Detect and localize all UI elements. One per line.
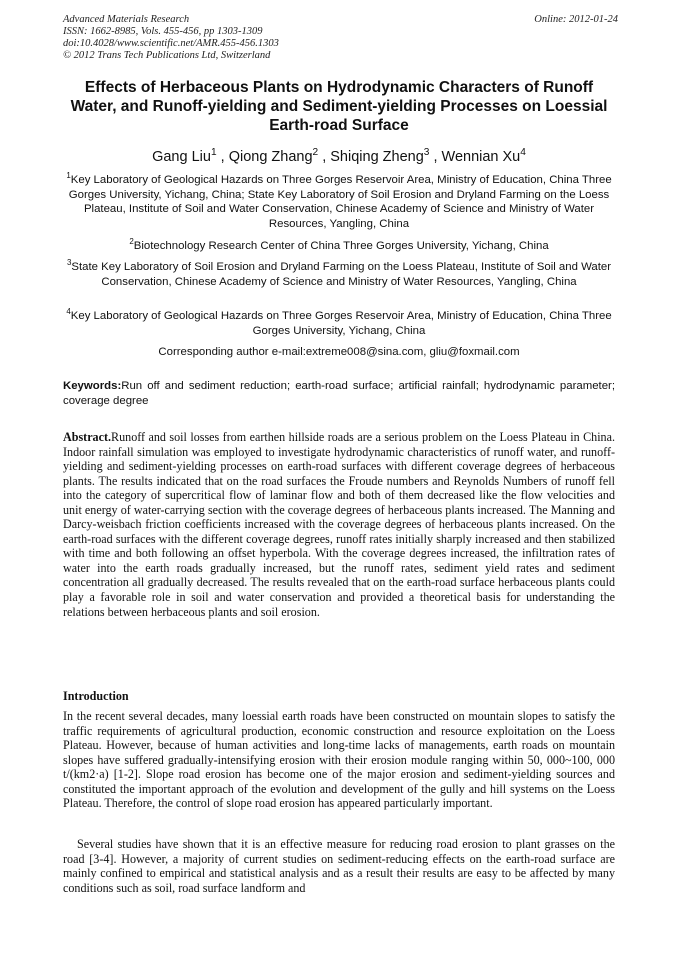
author-name: Qiong Zhang [228,149,313,165]
intro-paragraph-2: Several studies have shown that it is an effective measure for reducing road erosion to plant grasses on the road [3-4]. However, a majority of current studies on sediment-reducing effects on the earth-road surface are mainly confined to empirical and statistical analysis and as a result their results are easy to be affected by many conditions such as soil, road surface landform and [63,837,615,895]
abstract-label: Abstract. [63,430,112,444]
intro-paragraph-1: In the recent several decades, many loessial earth roads have been constructed on mountain slopes to satisfy the traffic requirements of agricultural production, economic construction and resource exploitation on the Loess Plateau. However, because of human activities and long-time lacks of managements, earth roads on mountain slopes have suffered gradually-intensifying erosion with their erosion module ranging within 50, 000~100, 000 t/(km2·a) [1-2]. Slope road erosion has become one of the major erosion and sediment-yielding sources and constituted the important approach of the evolution and development of the gully and hill systems on the Loess Plateau. Therefore, the control of slope road erosion has appeared particularly important. [63,709,615,811]
copyright-line: © 2012 Trans Tech Publications Ltd, Switzerland [63,50,271,61]
abstract-text: Runoff and soil losses from earthen hillside roads are a serious problem on the Loess Plateau in China. Indoor rainfall simulation was employed to investigate hydrodynamic characteristics of runoff water, and runoff-yielding and sediment-yielding processes on earth-road surfaces with different coverage degrees of herbaceous plants. The results indicated that on the road surfaces the Froude numbers and Reynolds Numbers of runoff fell into the category of supercritical flow of laminar flow and both of them decreased like the flow velocities and unit energy of water-carrying section with the coverage degrees of herbaceous plants increased. The Manning and Darcy-weisbach friction coefficients increased with the coverage degrees of herbaceous plants increased. On the earth-road surfaces with the different coverage degrees, runoff rates initially sharply increased and then stabilized with time and both following an offset hyperbola. With the coverage degrees increased, the infiltration rates of water into the earth roads gradually increased, but the runoff rates, sediment yield rates and sediment concentration all gradually decreased. The results revealed that on the earth-road surface herbaceous plants could play a favorable role in soil and water conservation and provided a theoretical basis for understanding the relations between herbaceous plants and soil erosion. [63,430,615,619]
journal-name: Advanced Materials Research [63,14,190,25]
keywords [63,379,615,408]
affiliation-sup: 2 [129,237,134,247]
author-name: Wennian Xu [441,149,521,165]
section-heading-introduction: Introduction [63,689,129,703]
author-sup: 3 [423,147,430,159]
author-name: Gang Liu [152,149,211,165]
author-sup: 4 [520,147,526,159]
author-list: Gang Liu$^1$ , Qiong Zhang$^2$ , Shiqing Zheng$^3$ , Wennian Xu$^4$ [152,147,526,165]
affiliation-text: Key Laboratory of Geological Hazards on Three Gorges Reservoir Area, Ministry of Education, China Three Gorges University, Yichang, China; State Key Laboratory of Soil Erosion and Dryland Farming on the Loess Plateau, Institute of Soil and Water Conservation, Chinese Academy of Science and Ministry of Water Resources, Yangling, China [68,174,612,230]
corresponding-author: Corresponding author e-mail:extreme008@sina.com, gliu@foxmail.com [158,346,520,358]
affiliation-4 [60,309,618,338]
affiliation-text: Key Laboratory of Geological Hazards on Three Gorges Reservoir Area, Ministry of Education, China Three Gorges University, Yichang, China [70,310,612,337]
affiliation-sup: 4 [66,307,71,317]
author-sup: 2 [312,147,319,159]
author-name: Shiqing Zheng [330,149,424,165]
affiliation-sup: 3 [66,258,72,268]
keywords-text: Run off and sediment reduction; earth-road surface; artificial rainfall; hydrodynamic parameter; coverage degree [63,380,615,407]
affiliation-1 [60,173,618,231]
keywords-label: Keywords: [63,380,122,392]
journal-header [63,14,618,62]
author-sup: 1 [210,147,217,159]
paper-title: Effects of Herbaceous Plants on Hydrodynamic Characters of Runoff Water, and Runoff-yielding and Sediment-yielding Processes on Loessial Earth-road Surface [70,79,608,134]
affiliation-2 [60,239,618,254]
doi-line: doi:10.4028/www.scientific.net/AMR.455-456.1303 [63,38,279,49]
affiliation-text: State Key Laboratory of Soil Erosion and Dryland Farming on the Loess Plateau, Institute of Soil and Water Conservation, Chinese Academy of Science and Ministry of Water Resources, Yangling, China [71,261,612,288]
affiliation-sup: 1 [66,171,71,181]
abstract [63,430,615,619]
affiliation-3 [60,260,618,289]
affiliation-text: Biotechnology Research Center of China Three Gorges University, Yichang, China [133,240,549,252]
online-date: Online: 2012-01-24 [534,14,618,25]
issn-line: ISSN: 1662-8985, Vols. 455-456, pp 1303-1309 [63,26,263,37]
